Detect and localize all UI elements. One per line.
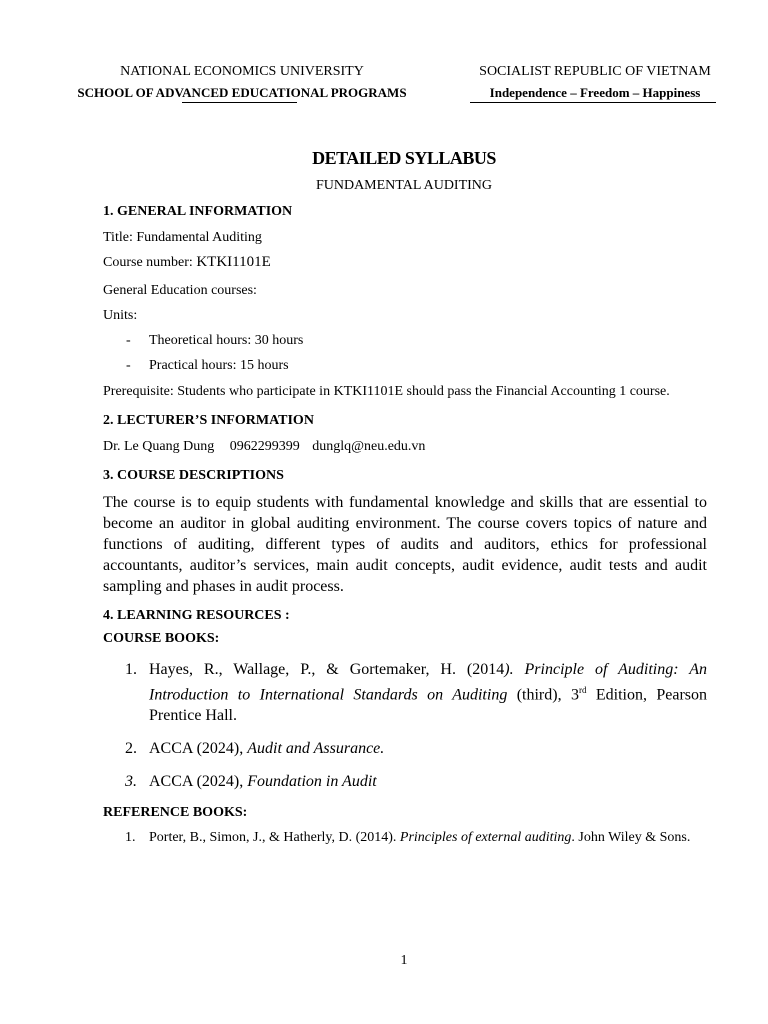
list-item [103, 659, 707, 726]
book-authors: Hayes, R., Wallage, P., & Gortemaker, H. (2014 [149, 661, 505, 678]
ordinal-suffix: rd [578, 685, 587, 695]
list-number: 1. [125, 830, 136, 846]
list-number: 3. [125, 773, 137, 791]
school-name: SCHOOL OF ADVANCED EDUCATIONAL PROGRAMS [77, 85, 407, 100]
book-authors: ACCA (2024), [149, 773, 248, 791]
header-right-rule [470, 102, 716, 103]
university-name: NATIONAL ECONOMICS UNIVERSITY [120, 64, 364, 79]
gen-ed-line: General Education courses: [103, 283, 257, 298]
book-title: Principles of external auditing [399, 830, 572, 846]
prerequisite-text: Prerequisite: Students who participate in KTKI1101E should pass the Financial Accounting 1 course. [103, 384, 670, 399]
list-item [103, 356, 707, 375]
book-publisher: Edition, Pearson Prentice Hall. [149, 686, 708, 725]
lecturer-phone: 0962299399 [229, 439, 300, 454]
course-subtitle: FUNDAMENTAL AUDITING [315, 178, 493, 193]
header-left [52, 63, 432, 102]
lecturer-email: dunglq@neu.edu.vn [312, 439, 426, 454]
list-item [103, 828, 707, 847]
practical-hours: Practical hours: 15 hours [149, 358, 289, 373]
page-title: DETAILED SYLLABUS [312, 148, 496, 168]
list-number: 1. [125, 661, 137, 678]
national-motto: Independence – Freedom – Happiness [489, 85, 701, 100]
course-number: KTKI1101E [196, 254, 271, 270]
book-authors: Porter, B., Simon, J., & Hatherly, D. (2014). [149, 830, 400, 846]
header-left-rule [182, 102, 297, 103]
bullet-dash: - [126, 358, 131, 373]
course-number-line [103, 253, 707, 272]
section-heading-general: 1. GENERAL INFORMATION [103, 204, 293, 219]
book-title: Foundation in Audit [247, 773, 377, 791]
country-name: SOCIALIST REPUBLIC OF VIETNAM [479, 64, 711, 79]
section-heading-description: 3. COURSE DESCRIPTIONS [103, 468, 284, 483]
page-number: 1 [400, 953, 408, 968]
list-number: 2. [125, 740, 137, 758]
course-title-line: Title: Fundamental Auditing [103, 230, 262, 245]
book-publisher: . John Wiley & Sons. [571, 830, 691, 846]
units-line: Units: [103, 308, 138, 323]
list-item [103, 331, 707, 350]
lecturer-name: Dr. Le Quang Dung [103, 439, 215, 454]
section-heading-lecturer: 2. LECTURER’S INFORMATION [103, 413, 314, 428]
course-books-heading: COURSE BOOKS: [103, 631, 220, 646]
section-heading-resources: 4. LEARNING RESOURCES : [103, 608, 290, 623]
theoretical-hours: Theoretical hours: 30 hours [149, 333, 304, 348]
lecturer-info-line [103, 437, 707, 456]
list-item [103, 771, 707, 792]
course-number-label: Course number: [103, 255, 197, 270]
course-description: The course is to equip students with fundamental knowledge and skills that are essential to become an auditor in global auditing environment. The course covers topics of nature and functions of auditing, different types of audits and auditors, ethics for professional accountants, auditor’s services, main audit concepts, audit evidence, audit tests and audit sampling and phases in audit process. [103, 494, 707, 595]
book-title: Audit and Assurance. [247, 740, 385, 758]
list-item [103, 738, 707, 759]
book-title: ). Principle of Auditing: An Introduction to International Standards on Auditing [149, 661, 707, 704]
book-authors: ACCA (2024), [149, 740, 248, 758]
syllabus-body [103, 202, 707, 847]
book-edition: (third), 3 [507, 686, 579, 704]
bullet-dash: - [126, 333, 131, 348]
header-right [460, 63, 730, 102]
reference-books-heading: REFERENCE BOOKS: [103, 805, 248, 821]
